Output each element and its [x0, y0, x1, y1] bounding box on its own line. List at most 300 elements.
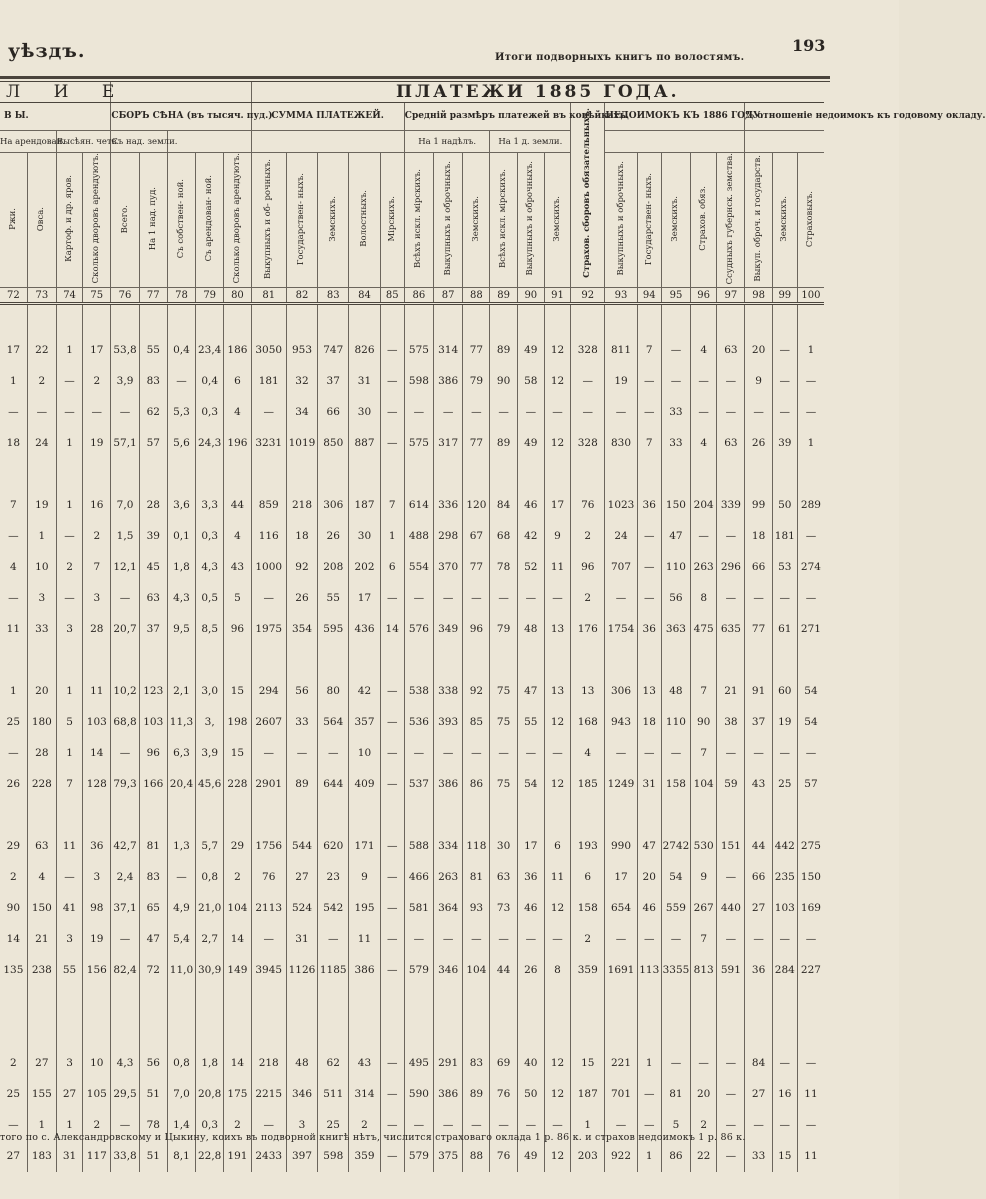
- table-cell: 11: [544, 552, 570, 583]
- table-cell: 53,8: [111, 335, 139, 366]
- table-cell: 11: [797, 1141, 824, 1172]
- column-number: 80: [224, 288, 251, 304]
- column-number: 97: [717, 288, 745, 304]
- table-row: [0, 335, 824, 366]
- table-cell: 7,0: [111, 490, 139, 521]
- table-cell: —: [517, 1110, 544, 1141]
- table-cell: 103: [139, 707, 167, 738]
- table-cell: 9,5: [167, 614, 195, 645]
- table-cell: 1756: [251, 831, 286, 862]
- table-cell: —: [8, 406, 19, 419]
- table-cell: 89: [490, 428, 517, 459]
- table-cell: 564: [318, 707, 349, 738]
- table-cell: 98: [83, 893, 111, 924]
- table-cell: 228: [27, 769, 56, 800]
- table-cell: 14: [224, 924, 251, 955]
- table-cell: 28: [83, 614, 111, 645]
- table-cell: 2113: [251, 893, 286, 924]
- table-cell: 15: [224, 676, 251, 707]
- table-cell: 701: [605, 1079, 637, 1110]
- table-cell: —: [111, 397, 139, 428]
- table-cell: 1: [637, 1048, 661, 1079]
- table-cell: 105: [83, 1079, 111, 1110]
- running-head: Итоги подворныхъ книгъ по волостямъ.: [495, 52, 745, 63]
- table-cell: 150: [27, 893, 56, 924]
- column-header-82: Государствен- ныхъ.: [286, 153, 317, 288]
- table-cell: —: [691, 397, 717, 428]
- table-cell: —: [111, 1110, 139, 1141]
- table-cell: 530: [691, 831, 717, 862]
- table-cell: —: [605, 1110, 637, 1141]
- table-cell: 1249: [605, 769, 637, 800]
- table-cell: —: [404, 583, 433, 614]
- table-cell: 96: [463, 614, 490, 645]
- table-cell: 117: [83, 1141, 111, 1172]
- table-row: [0, 366, 824, 397]
- table-cell: 221: [605, 1048, 637, 1079]
- table-cell: —: [517, 583, 544, 614]
- table-cell: 2: [571, 521, 605, 552]
- table-cell: 84: [745, 1048, 772, 1079]
- table-cell: 1691: [605, 955, 637, 986]
- table-cell: 20,8: [196, 1079, 224, 1110]
- table-cell: 20: [745, 335, 772, 366]
- table-cell: 3,3: [196, 490, 224, 521]
- table-cell: 12: [544, 1048, 570, 1079]
- table-cell: 579: [404, 955, 433, 986]
- table-cell: 37,1: [111, 893, 139, 924]
- table-cell: 29: [6, 840, 21, 853]
- top-rule: [0, 76, 830, 79]
- table-row: [0, 862, 824, 893]
- table-cell: —: [318, 738, 349, 769]
- table-cell: 227: [797, 955, 824, 986]
- table-cell: 2901: [251, 769, 286, 800]
- table-cell: 354: [286, 614, 317, 645]
- table-cell: 2: [83, 521, 111, 552]
- table-cell: 0,3: [196, 1110, 224, 1141]
- subgroup-header-row: [0, 131, 824, 153]
- table-cell: —: [380, 1079, 404, 1110]
- table-cell: 181: [772, 521, 797, 552]
- table-cell: 12: [544, 335, 570, 366]
- table-cell: —: [490, 583, 517, 614]
- table-cell: 359: [571, 955, 605, 986]
- table-cell: 54: [517, 769, 544, 800]
- table-cell: 1,8: [196, 1048, 224, 1079]
- column-header-96: Страхов. обяз.: [691, 153, 717, 288]
- table-cell: 48: [517, 614, 544, 645]
- table-row: [0, 521, 824, 552]
- table-cell: 1: [56, 490, 82, 521]
- table-cell: 50: [772, 490, 797, 521]
- table-cell: 263: [691, 552, 717, 583]
- table-cell: 89: [463, 1079, 490, 1110]
- column-number: 93: [605, 288, 637, 304]
- table-cell: 20,4: [167, 769, 195, 800]
- table-cell: —: [605, 397, 637, 428]
- table-cell: 3231: [251, 428, 286, 459]
- table-cell: 386: [349, 955, 380, 986]
- table-cell: 20: [27, 676, 56, 707]
- table-cell: 81: [139, 831, 167, 862]
- table-cell: 620: [318, 831, 349, 862]
- table-cell: 104: [463, 955, 490, 986]
- table-cell: 21: [27, 924, 56, 955]
- table-cell: 5: [56, 707, 82, 738]
- table-cell: 26: [745, 428, 772, 459]
- table-cell: 81: [463, 862, 490, 893]
- table-cell: —: [380, 738, 404, 769]
- table-cell: 13: [544, 676, 570, 707]
- table-cell: 203: [571, 1141, 605, 1172]
- group-average: Средній размѣръ платежей въ копѣйкахъ.: [404, 103, 570, 131]
- table-cell: 357: [349, 707, 380, 738]
- table-cell: 511: [318, 1079, 349, 1110]
- column-number: 88: [463, 288, 490, 304]
- table-cell: 2: [10, 871, 17, 884]
- table-cell: —: [717, 862, 745, 893]
- table-cell: 576: [404, 614, 433, 645]
- table-cell: 57,1: [111, 428, 139, 459]
- table-cell: 7: [691, 676, 717, 707]
- table-cell: 103: [772, 893, 797, 924]
- table-cell: 51: [139, 1079, 167, 1110]
- table-cell: —: [380, 583, 404, 614]
- table-cell: —: [517, 924, 544, 955]
- table-cell: 63: [27, 831, 56, 862]
- group-payments: СУММА ПЛАТЕЖЕЙ.: [251, 103, 404, 131]
- table-cell: 31: [637, 769, 661, 800]
- table-cell: 47: [661, 521, 690, 552]
- table-cell: —: [517, 738, 544, 769]
- table-cell: 10: [27, 552, 56, 583]
- table-cell: —: [251, 738, 286, 769]
- table-cell: 20,7: [111, 614, 139, 645]
- table-cell: —: [772, 397, 797, 428]
- table-cell: 17: [83, 335, 111, 366]
- table-cell: 26: [517, 955, 544, 986]
- table-cell: —: [380, 366, 404, 397]
- table-cell: 747: [318, 335, 349, 366]
- table-cell: 76: [251, 862, 286, 893]
- table-cell: 24: [27, 428, 56, 459]
- table-cell: 1: [56, 335, 82, 366]
- column-number: 100: [797, 288, 824, 304]
- table-row: [0, 924, 824, 955]
- table-cell: —: [772, 1048, 797, 1079]
- table-row: [0, 614, 824, 645]
- column-header-95: Земскихъ.: [661, 153, 690, 288]
- table-cell: 96: [224, 614, 251, 645]
- table-cell: —: [605, 583, 637, 614]
- table-cell: 77: [463, 335, 490, 366]
- table-cell: 7,0: [167, 1079, 195, 1110]
- table-cell: 5,4: [167, 924, 195, 955]
- table-cell: 15: [772, 1141, 797, 1172]
- column-number-row: [0, 288, 824, 304]
- table-cell: —: [111, 583, 139, 614]
- table-cell: —: [661, 924, 690, 955]
- table-cell: 5,6: [167, 428, 195, 459]
- table-cell: —: [318, 924, 349, 955]
- table-cell: 22: [691, 1141, 717, 1172]
- table-cell: 19: [83, 924, 111, 955]
- table-cell: 12: [544, 428, 570, 459]
- column-header-75: Сколько дворовъ арендуютъ.: [83, 153, 111, 288]
- column-header-86: Всѣхъ искл. мірскихъ.: [404, 153, 433, 288]
- table-cell: —: [380, 1048, 404, 1079]
- table-cell: —: [544, 924, 570, 955]
- column-number: 73: [27, 288, 56, 304]
- table-cell: 63: [139, 583, 167, 614]
- table-cell: —: [286, 738, 317, 769]
- table-cell: 50: [517, 1079, 544, 1110]
- table-cell: 328: [571, 428, 605, 459]
- column-header-80: Сколько дворовъ арендуютъ.: [224, 153, 251, 288]
- table-cell: 33,8: [111, 1141, 139, 1172]
- table-cell: 4: [27, 862, 56, 893]
- table-cell: 11: [544, 862, 570, 893]
- table-cell: 943: [605, 707, 637, 738]
- spacer-row: [0, 304, 824, 335]
- table-cell: 26: [318, 521, 349, 552]
- table-cell: 3,9: [111, 366, 139, 397]
- table-cell: 86: [463, 769, 490, 800]
- table-cell: 3: [286, 1110, 317, 1141]
- table-cell: 1: [10, 685, 17, 698]
- table-cell: —: [797, 1110, 824, 1141]
- table-cell: 54: [661, 862, 690, 893]
- table-cell: 4: [224, 521, 251, 552]
- table-cell: 8,1: [167, 1141, 195, 1172]
- footnote: того по с. Александровскому и Цыкину, коихъ въ подворной книгѣ нѣтъ, числится страховаго оклада 1 р. 86 к. и страхов недоимокъ 1 р. 86 к.: [0, 1132, 746, 1143]
- table-cell: 77: [463, 428, 490, 459]
- table-cell: 21: [717, 676, 745, 707]
- table-row: [0, 428, 824, 459]
- table-cell: —: [772, 1110, 797, 1141]
- table-cell: —: [490, 738, 517, 769]
- table-cell: 49: [517, 1141, 544, 1172]
- table-cell: 3,: [196, 707, 224, 738]
- column-header-77: На 1 над. пуд.: [139, 153, 167, 288]
- table-cell: 55: [56, 955, 82, 986]
- column-number: 74: [56, 288, 82, 304]
- table-cell: 2: [224, 862, 251, 893]
- table-cell: 1: [571, 1110, 605, 1141]
- table-cell: 58: [517, 366, 544, 397]
- table-cell: —: [637, 552, 661, 583]
- table-cell: 19: [772, 707, 797, 738]
- table-cell: 63: [490, 862, 517, 893]
- table-cell: —: [745, 924, 772, 955]
- banner-title: ПЛАТЕЖИ 1885 ГОДА.: [251, 82, 824, 103]
- table-cell: 275: [797, 831, 824, 862]
- table-cell: 1,4: [167, 1110, 195, 1141]
- table-cell: 49: [517, 335, 544, 366]
- table-cell: 19: [605, 366, 637, 397]
- table-cell: 24,3: [196, 428, 224, 459]
- table-cell: 67: [463, 521, 490, 552]
- table-cell: 298: [434, 521, 463, 552]
- table-cell: 364: [434, 893, 463, 924]
- table-cell: 43: [349, 1048, 380, 1079]
- table-cell: 2607: [251, 707, 286, 738]
- table-cell: 30: [349, 521, 380, 552]
- table-cell: 8,5: [196, 614, 224, 645]
- column-number: 96: [691, 288, 717, 304]
- table-cell: 128: [83, 769, 111, 800]
- table-cell: —: [637, 1079, 661, 1110]
- table-cell: 48: [286, 1048, 317, 1079]
- column-header-94: Государствен- ныхъ.: [637, 153, 661, 288]
- table-cell: 40: [517, 1048, 544, 1079]
- table-cell: —: [490, 1110, 517, 1141]
- table-cell: 8: [544, 955, 570, 986]
- table-cell: 30: [490, 831, 517, 862]
- table-cell: 46: [517, 893, 544, 924]
- column-header-88: Земскихъ.: [463, 153, 490, 288]
- table-cell: 33: [27, 614, 56, 645]
- table-cell: 42,7: [111, 831, 139, 862]
- table-cell: 183: [27, 1141, 56, 1172]
- table-cell: 4,3: [167, 583, 195, 614]
- table-cell: 63: [717, 335, 745, 366]
- table-cell: 65: [139, 893, 167, 924]
- table-cell: —: [404, 924, 433, 955]
- table-cell: 11: [83, 676, 111, 707]
- table-cell: —: [797, 924, 824, 955]
- table-cell: 79: [463, 366, 490, 397]
- spacer-row: [0, 1017, 824, 1048]
- table-cell: —: [434, 1110, 463, 1141]
- table-cell: 595: [318, 614, 349, 645]
- spacer-row: [0, 645, 824, 676]
- table-cell: 524: [286, 893, 317, 924]
- table-cell: 18: [637, 707, 661, 738]
- table-cell: —: [56, 862, 82, 893]
- table-cell: 1: [56, 676, 82, 707]
- table-cell: 1126: [286, 955, 317, 986]
- group-harvest: В Ы.: [0, 103, 111, 131]
- table-cell: 191: [224, 1141, 251, 1172]
- table-cell: —: [111, 738, 139, 769]
- table-cell: 17: [6, 344, 21, 357]
- table-cell: 91: [745, 676, 772, 707]
- table-cell: —: [111, 924, 139, 955]
- table-cell: —: [637, 397, 661, 428]
- table-cell: 72: [139, 955, 167, 986]
- table-cell: —: [251, 397, 286, 428]
- table-cell: —: [27, 397, 56, 428]
- table-cell: —: [463, 1110, 490, 1141]
- table-cell: 554: [404, 552, 433, 583]
- table-cell: 830: [605, 428, 637, 459]
- table-cell: 542: [318, 893, 349, 924]
- table-cell: —: [717, 1110, 745, 1141]
- table-cell: 238: [27, 955, 56, 986]
- table-cell: —: [404, 1110, 433, 1141]
- column-number: 91: [544, 288, 570, 304]
- table-cell: 83: [139, 366, 167, 397]
- table-cell: 88: [463, 1141, 490, 1172]
- table-cell: 598: [404, 366, 433, 397]
- table-cell: 0,8: [167, 1048, 195, 1079]
- table-cell: 21,0: [196, 893, 224, 924]
- table-cell: 488: [404, 521, 433, 552]
- table-cell: 12,1: [111, 552, 139, 583]
- column-header-85: Мірскихъ.: [380, 153, 404, 288]
- table-row: [0, 397, 824, 428]
- column-header-93: Выкупныхъ и оброчныхъ.: [605, 153, 637, 288]
- table-cell: 56: [139, 1048, 167, 1079]
- table-cell: —: [717, 924, 745, 955]
- column-header-73: Овса.: [27, 153, 56, 288]
- table-cell: 18: [6, 437, 21, 450]
- table-cell: 55: [318, 583, 349, 614]
- table-cell: 149: [224, 955, 251, 986]
- column-number: 92: [571, 288, 605, 304]
- table-cell: 334: [434, 831, 463, 862]
- table-cell: 3,9: [196, 738, 224, 769]
- table-cell: 0,4: [167, 335, 195, 366]
- table-cell: 1: [797, 428, 824, 459]
- table-cell: 707: [605, 552, 637, 583]
- column-header-90: Выкупныхъ и оброчныхъ.: [517, 153, 544, 288]
- table-cell: —: [745, 738, 772, 769]
- table-cell: 196: [224, 428, 251, 459]
- table-cell: 79: [490, 614, 517, 645]
- table-cell: 274: [797, 552, 824, 583]
- table-cell: 6: [544, 831, 570, 862]
- table-cell: 397: [286, 1141, 317, 1172]
- table-cell: 813: [691, 955, 717, 986]
- column-number: 82: [286, 288, 317, 304]
- column-number: 95: [661, 288, 690, 304]
- table-cell: 23: [318, 862, 349, 893]
- table-cell: 11: [6, 623, 21, 636]
- table-cell: 17: [605, 862, 637, 893]
- table-cell: 17: [349, 583, 380, 614]
- table-cell: 6,3: [167, 738, 195, 769]
- table-cell: 953: [286, 335, 317, 366]
- table-cell: 328: [571, 335, 605, 366]
- table-cell: 386: [434, 366, 463, 397]
- table-cell: 36: [637, 614, 661, 645]
- table-cell: —: [8, 592, 19, 605]
- sub-from-land: Съ над. земли.: [111, 131, 167, 153]
- table-cell: 110: [661, 707, 690, 738]
- table-cell: 45,6: [196, 769, 224, 800]
- table-cell: 7: [83, 552, 111, 583]
- table-cell: 82,4: [111, 955, 139, 986]
- table-cell: 990: [605, 831, 637, 862]
- table-cell: —: [56, 397, 82, 428]
- table-cell: 1019: [286, 428, 317, 459]
- column-header-72: Ржи.: [0, 153, 27, 288]
- column-number: 98: [745, 288, 772, 304]
- table-cell: 26: [286, 583, 317, 614]
- table-cell: 28: [139, 490, 167, 521]
- table-cell: 176: [571, 614, 605, 645]
- table-cell: 591: [717, 955, 745, 986]
- table-cell: 175: [224, 1079, 251, 1110]
- column-header-89: Всѣхъ искл. мірскихъ.: [490, 153, 517, 288]
- table-cell: 6: [380, 552, 404, 583]
- table-cell: 2742: [661, 831, 690, 862]
- table-cell: 48: [661, 676, 690, 707]
- table-cell: —: [8, 1119, 19, 1132]
